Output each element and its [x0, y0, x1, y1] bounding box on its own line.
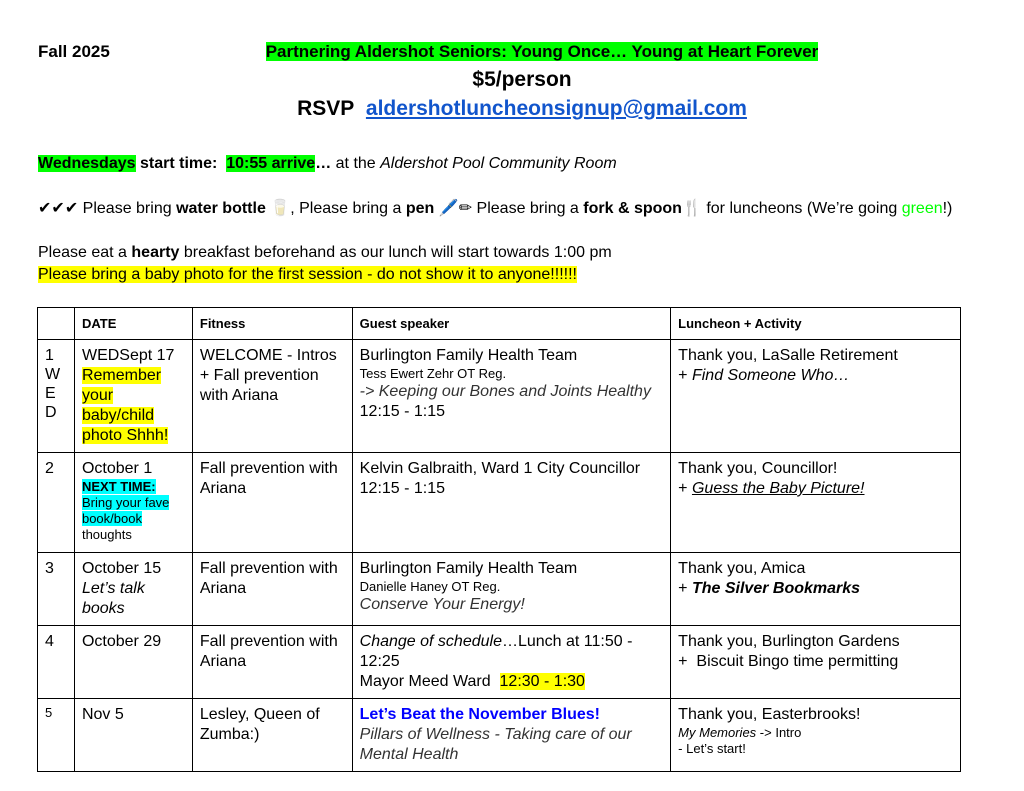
activity — [678, 479, 953, 499]
lunch-cell — [671, 453, 961, 553]
glass-icon: 🥛 — [270, 200, 291, 217]
fitness-cell: WELCOME - Intros + Fall prevention with Ariana — [192, 340, 352, 453]
activity-name: Guess the Baby Picture! — [691, 480, 865, 497]
header-date: DATE — [74, 308, 192, 340]
lunch-cell — [671, 553, 961, 626]
page-title — [0, 42, 1024, 62]
fork-spoon-text: fork & spoon — [583, 200, 682, 217]
water-bottle-text: water bottle — [176, 200, 266, 217]
lunch-thanks: Thank you, Amica — [678, 560, 806, 577]
checkmark-icon: ✔✔✔ — [38, 200, 79, 217]
header-fitness: Fitness — [192, 308, 352, 340]
plus: + — [678, 480, 692, 497]
speaker: Burlington Family Health Team — [359, 347, 578, 364]
lunch-cell — [671, 340, 961, 453]
title-text: Partnering Aldershot Seniors: Young Once… Young at Heart Forever — [265, 42, 819, 61]
speaker-cell — [352, 553, 671, 626]
activity-name: The Silver Bookmarks — [691, 580, 861, 597]
time: 12:30 - 1:30 — [499, 673, 585, 690]
topic: Conserve Your Energy! — [359, 596, 525, 613]
fitness-cell: Fall prevention with Ariana — [192, 626, 352, 699]
speaker: Kelvin Galbraith, Ward 1 City Councillor — [359, 460, 641, 477]
row-number: 1 W E D — [38, 340, 75, 453]
text: !) — [942, 200, 953, 217]
rsvp-label: RSVP — [297, 97, 355, 120]
date-note: Remember your baby/child photo Shhh! — [81, 367, 169, 444]
rsvp-line — [0, 97, 1024, 121]
speaker-cell — [352, 453, 671, 553]
fork-knife-icon: 🍴 — [681, 200, 702, 217]
hearty-text: hearty — [131, 244, 180, 261]
arrive-time: 10:55 arrive — [226, 155, 316, 172]
date-cell — [74, 453, 192, 553]
start-time-line — [38, 153, 617, 175]
date-cell: Nov 5 — [74, 699, 192, 772]
row-number: 2 — [38, 453, 75, 553]
table-row — [38, 699, 961, 772]
pen-text: pen — [405, 200, 435, 217]
fitness-cell: Lesley, Queen of Zumba:) — [192, 699, 352, 772]
fitness-cell: Fall prevention with Ariana — [192, 453, 352, 553]
speaker: Mayor Meed Ward — [359, 673, 500, 690]
plus: + — [678, 367, 692, 384]
header-num — [38, 308, 75, 340]
speaker-cell — [352, 699, 671, 772]
speaker-sub: Tess Ewert Zehr OT Reg. — [359, 366, 507, 381]
headline: Let’s Beat the November Blues! — [359, 706, 600, 723]
topic: -> Keeping our Bones and Joints Healthy — [359, 383, 651, 400]
date-cell — [74, 553, 192, 626]
baby-note-text: Please bring a baby photo for the first session - do not show it to anyone!!!!!! — [38, 266, 577, 283]
date-cell — [74, 340, 192, 453]
activity-name: Find Someone Who… — [691, 367, 850, 384]
activity: + Biscuit Bingo time permitting — [678, 653, 899, 670]
rsvp-email-link[interactable]: aldershotluncheonsignup@gmail.com — [365, 97, 747, 120]
text: for luncheons (We’re going — [701, 200, 902, 217]
start-label: start time: — [139, 155, 218, 172]
fitness-cell: Fall prevention with Ariana — [192, 553, 352, 626]
pen-icon: 🖊️✏ — [438, 200, 473, 217]
text: breakfast beforehand as our lunch will start towards 1:00 pm — [179, 244, 612, 261]
lunch-thanks: Thank you, Councillor! — [678, 460, 838, 477]
schedule-table — [37, 307, 961, 772]
next-note: Bring your fave book/book — [81, 495, 170, 526]
date: October 1 — [81, 460, 153, 477]
price: $5/person — [472, 68, 572, 91]
change-label: Change of schedule — [359, 633, 502, 650]
date-note: Let’s talk books — [81, 580, 145, 617]
speaker-cell — [352, 340, 671, 453]
lunch-cell — [671, 699, 961, 772]
term-label: Fall 2025 — [38, 42, 110, 61]
next-note-tail: thoughts — [81, 527, 132, 542]
text: Please bring a — [472, 200, 584, 217]
at-text: at the — [331, 155, 381, 172]
table-header-row — [38, 308, 961, 340]
table-row — [38, 626, 961, 699]
row-number: 3 — [38, 553, 75, 626]
location: Aldershot Pool Community Room — [380, 155, 617, 172]
baby-photo-note — [38, 264, 577, 286]
table-row — [38, 553, 961, 626]
ellipsis: … — [315, 155, 332, 172]
header-luncheon: Luncheon + Activity — [671, 308, 961, 340]
text: Please eat a — [38, 244, 132, 261]
plus: + — [678, 580, 692, 597]
green-text: green — [901, 200, 943, 217]
activity — [678, 579, 953, 599]
time: 12:15 - 1:15 — [359, 480, 446, 497]
next-time-label: NEXT TIME: — [81, 479, 156, 494]
bring-items-text — [38, 198, 968, 220]
lunch-cell — [671, 626, 961, 699]
table-row — [38, 453, 961, 553]
date-cell: October 29 — [74, 626, 192, 699]
row-number: 4 — [38, 626, 75, 699]
memories-rest: -> Intro — [756, 725, 802, 740]
lunch-thanks: Thank you, Easterbrooks! — [678, 706, 861, 723]
speaker-sub: Danielle Haney OT Reg. — [359, 579, 501, 594]
table-row — [38, 340, 961, 453]
speaker-cell — [352, 626, 671, 699]
text: Please bring — [78, 200, 177, 217]
time: 12:15 - 1:15 — [359, 403, 446, 420]
date: October 15 — [81, 560, 162, 577]
header-speaker: Guest speaker — [352, 308, 671, 340]
lunch-thanks: Thank you, Burlington Gardens — [678, 633, 900, 650]
day-highlight: Wednesdays — [38, 155, 136, 172]
speaker: Burlington Family Health Team — [359, 560, 578, 577]
breakfast-note — [38, 242, 612, 264]
date: WEDSept 17 — [81, 347, 175, 364]
memories: My Memories — [678, 725, 757, 740]
topic: Pillars of Wellness - Taking care of our Mental Health — [359, 726, 632, 763]
change-detail: …Lunch at 11:50 - 12:25 — [359, 633, 633, 670]
row-number: 5 — [38, 699, 75, 772]
lunch-thanks: Thank you, LaSalle Retirement — [678, 347, 898, 364]
activity: - Let’s start! — [678, 741, 746, 756]
schedule-change — [360, 632, 664, 672]
activity — [678, 366, 953, 386]
text: , Please bring a — [290, 200, 406, 217]
